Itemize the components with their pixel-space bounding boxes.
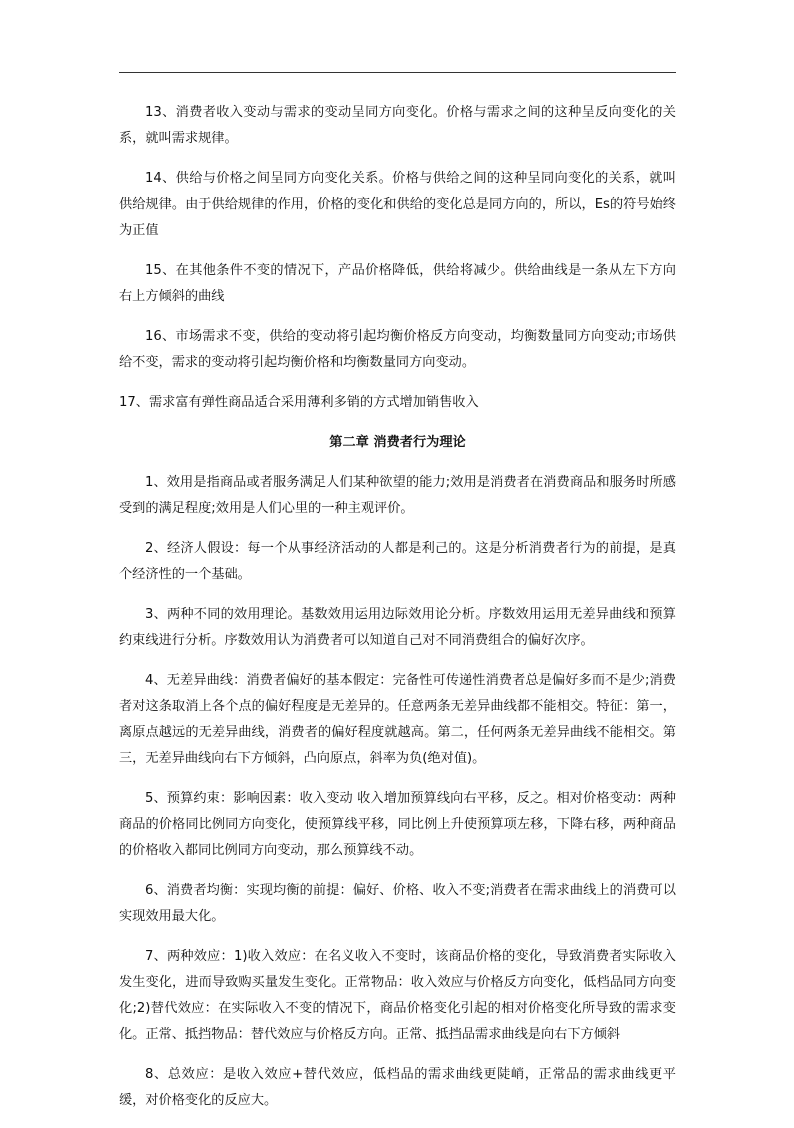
paragraph-15: 15、在其他条件不变的情况下，产品价格降低，供给将减少。供给曲线是一条从左下方向右上方倾斜的曲线 (119, 263, 676, 304)
chapter2-paragraph-1: 1、效用是指商品或者服务满足人们某种欲望的能力;效用是消费者在消费商品和服务时所感受到的满足程度;效用是人们心里的一种主观评价。 (119, 475, 676, 516)
chapter2-paragraph-4: 4、无差异曲线：消费者偏好的基本假定：完备性可传递性消费者总是偏好多而不是少;消费者对这条取消上各个点的偏好程度是无差异的。任意两条无差异曲线都不能相交。特征：第一，离原点越远的无差异曲线，消费者的偏好程度就越高。第二，任何两条无差异曲线不能相交。第三，无差异曲线向右下方倾斜，凸向原点，斜率为负(绝对值)。 (119, 673, 676, 766)
chapter2-paragraph-2: 2、经济人假设：每一个从事经济活动的人都是利己的。这是分析消费者行为的前提，是真个经济性的一个基础。 (119, 541, 676, 582)
chapter2-paragraph-6: 6、消费者均衡：实现均衡的前提：偏好、价格、收入不变;消费者在需求曲线上的消费可以实现效用最大化。 (119, 883, 676, 924)
header-rule (119, 72, 676, 73)
paragraph-17: 17、需求富有弹性商品适合采用薄利多销的方式增加销售收入 (119, 395, 479, 410)
paragraph-14: 14、供给与价格之间呈同方向变化关系。价格与供给之间的这种呈同向变化的关系，就叫供给规律。由于供给规律的作用，价格的变化和供给的变化总是同方向的，所以，Es的符号始终为正值 (119, 171, 676, 238)
chapter2-paragraph-8: 8、总效应：是收入效应+替代效应，低档品的需求曲线更陡峭，正常品的需求曲线更平缓，对价格变化的反应大。 (119, 1067, 676, 1108)
chapter2-paragraph-7: 7、两种效应：1)收入效应：在名义收入不变时，该商品价格的变化，导致消费者实际收入发生变化，进而导致购买量发生变化。正常物品：收入效应与价格反方向变化，低档品同方向变化;2)替代效应：在实际收入不变的情况下，商品价格变化引起的相对价格变化所导致的需求变化。正常、抵挡物品：替代效应与价格反方向。正常、抵挡品需求曲线是向右下方倾斜 (119, 949, 676, 1042)
chapter2-paragraph-3: 3、两种不同的效用理论。基数效用运用边际效用论分析。序数效用运用无差异曲线和预算约束线进行分析。序数效用认为消费者可以知道自己对不同消费组合的偏好次序。 (119, 607, 676, 648)
chapter2-paragraph-5: 5、预算约束：影响因素：收入变动 收入增加预算线向右平移，反之。相对价格变动：两种商品的价格同比例同方向变化，使预算线平移，同比例上升使预算项左移，下降右移，两种商品的价格收入都同比例同方向变动，那么预算线不动。 (119, 791, 676, 858)
paragraph-13: 13、消费者收入变动与需求的变动呈同方向变化。价格与需求之间的这种呈反向变化的关系，就叫需求规律。 (119, 105, 676, 146)
document-body (119, 100, 676, 1128)
paragraph-16: 16、市场需求不变，供给的变动将引起均衡价格反方向变动，均衡数量同方向变动;市场供给不变，需求的变动将引起均衡价格和均衡数量同方向变动。 (119, 329, 676, 370)
chapter-title: 第二章 消费者行为理论 (329, 435, 466, 450)
